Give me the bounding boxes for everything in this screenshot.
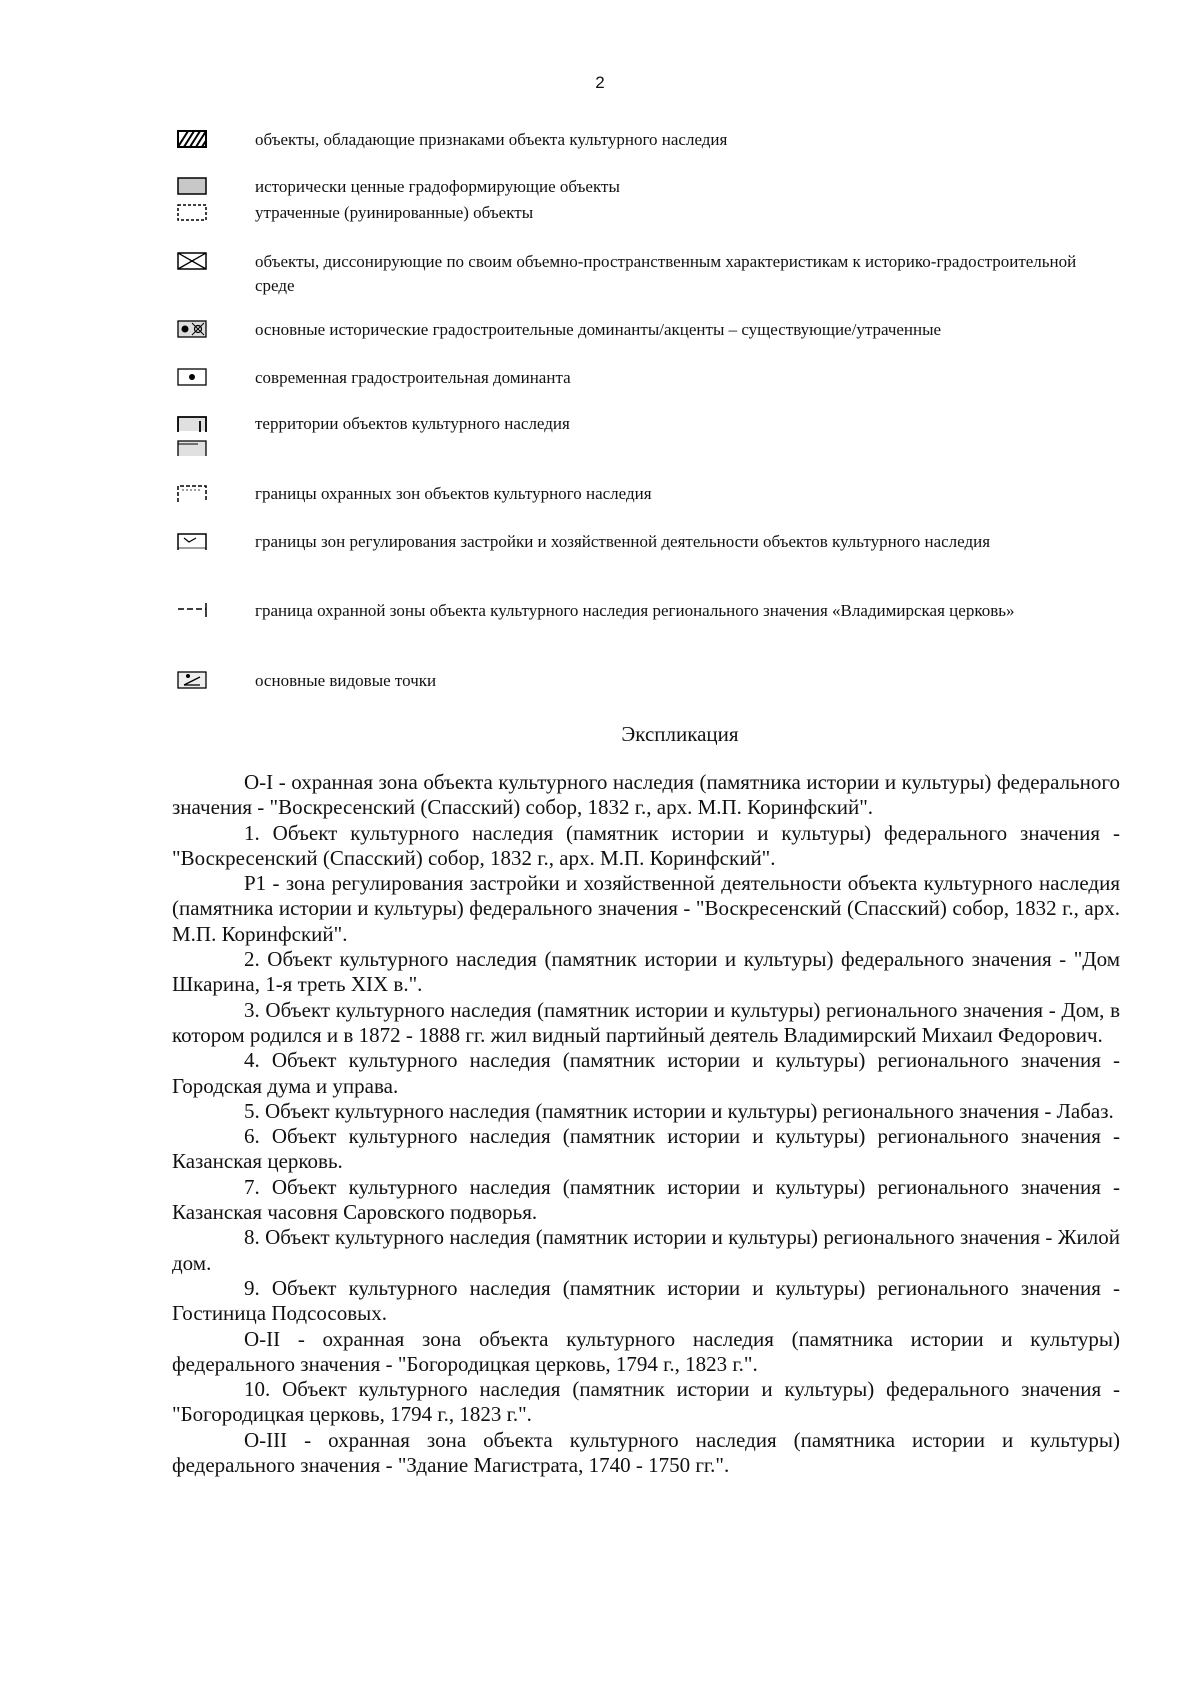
explication-body: [172, 770, 1120, 1478]
regulation-zone-boundary-icon: [176, 530, 208, 552]
paragraph: Р1 - зона регулирования застройки и хозяйственной деятельности объекта культурного наследия (памятника истории и культуры) федерального значения - "Воскресенский (Спасский) собор, 1832 г., арх. М.П. Коринфский".: [172, 871, 1120, 946]
gray-filled-square-icon: [176, 175, 208, 197]
legend-text: границы зон регулирования застройки и хозяйственной деятельности объектов культурного наследия: [255, 532, 991, 551]
viewpoint-icon: [176, 669, 208, 691]
protection-zone-boundary-icon: [176, 482, 208, 504]
legend-text: утраченные (руинированные) объекты: [255, 203, 534, 222]
paragraph: 8. Объект культурного наследия (памятник истории и культуры) регионального значения - Жилой дом.: [172, 1225, 1120, 1275]
paragraph: О-I - охранная зона объекта культурного наследия (памятника истории и культуры) федерального значения - "Воскресенский (Спасский) собор, 1832 г., арх. М.П. Коринфский".: [172, 770, 1120, 820]
hatched-square-icon: [176, 128, 208, 150]
paragraph: 1. Объект культурного наследия (памятник истории и культуры) федерального значения - "Воскресенский (Спасский) собор, 1832 г., арх. М.П. Коринфский".: [172, 820, 1120, 870]
paragraph: 6. Объект культурного наследия (памятник истории и культуры) регионального значения - Казанская церковь.: [172, 1124, 1120, 1174]
dashed-square-icon: [176, 201, 208, 223]
paragraph: 10. Объект культурного наследия (памятник истории и культуры) федерального значения - "Богородицкая церковь, 1794 г., 1823 г.".: [172, 1377, 1120, 1427]
legend-text: основные видовые точки: [255, 671, 437, 690]
legend-text: территории объектов культурного наследия: [255, 414, 570, 433]
dominant-accents-icon: [176, 318, 208, 340]
paragraph: О-III - охранная зона объекта культурного наследия (памятника истории и культуры) федерального значения - "Здание Магистрата, 1740 - 1750 гг.".: [172, 1427, 1120, 1478]
legend-text: объекты, диссонирующие по своим объемно-пространственным характеристикам к историко-градостроительной среде: [255, 252, 1077, 295]
paragraph: 2. Объект культурного наследия (памятник истории и культуры) федерального значения - "Дом Шкарина, 1-я треть XIX в.".: [172, 947, 1120, 997]
paragraph: 9. Объект культурного наследия (памятник истории и культуры) регионального значения - Гостиница Подсосовых.: [172, 1275, 1120, 1326]
crossed-box-icon: [176, 250, 208, 272]
paragraph: 4. Объект культурного наследия (памятник истории и культуры) регионального значения - Городская дума и управа.: [172, 1048, 1120, 1098]
territory-boundary-icon: [176, 412, 208, 460]
regional-zone-boundary-icon: [176, 599, 208, 621]
paragraph: 5. Объект культурного наследия (памятник истории и культуры) регионального значения - Лабаз.: [244, 1098, 1114, 1123]
legend-text: современная градостроительная доминанта: [255, 368, 571, 387]
dot-in-box-icon: [176, 366, 208, 388]
legend-text: основные исторические градостроительные доминанты/акценты – существующие/утраченные: [255, 320, 942, 339]
page-number: 2: [595, 73, 605, 92]
explication-title: Экспликация: [621, 722, 739, 746]
legend-text: исторически ценные градоформирующие объекты: [255, 177, 620, 196]
paragraph: О-II - охранная зона объекта культурного наследия (памятника истории и культуры) федерального значения - "Богородицкая церковь, 1794 г., 1823 г.".: [172, 1326, 1120, 1376]
paragraph: 7. Объект культурного наследия (памятник истории и культуры) регионального значения - Казанская часовня Саровского подворья.: [172, 1174, 1120, 1225]
legend-text: границы охранных зон объектов культурного наследия: [255, 484, 652, 503]
paragraph: 3. Объект культурного наследия (памятник истории и культуры) регионального значения - Дом, в котором родился и в 1872 - 1888 гг. жил видный партийный деятель Владимирский Михаил Федорович.: [172, 997, 1120, 1047]
legend-text: граница охранной зоны объекта культурного наследия регионального значения «Владимирская церковь»: [255, 601, 1015, 620]
legend-text: объекты, обладающие признаками объекта культурного наследия: [255, 130, 728, 149]
